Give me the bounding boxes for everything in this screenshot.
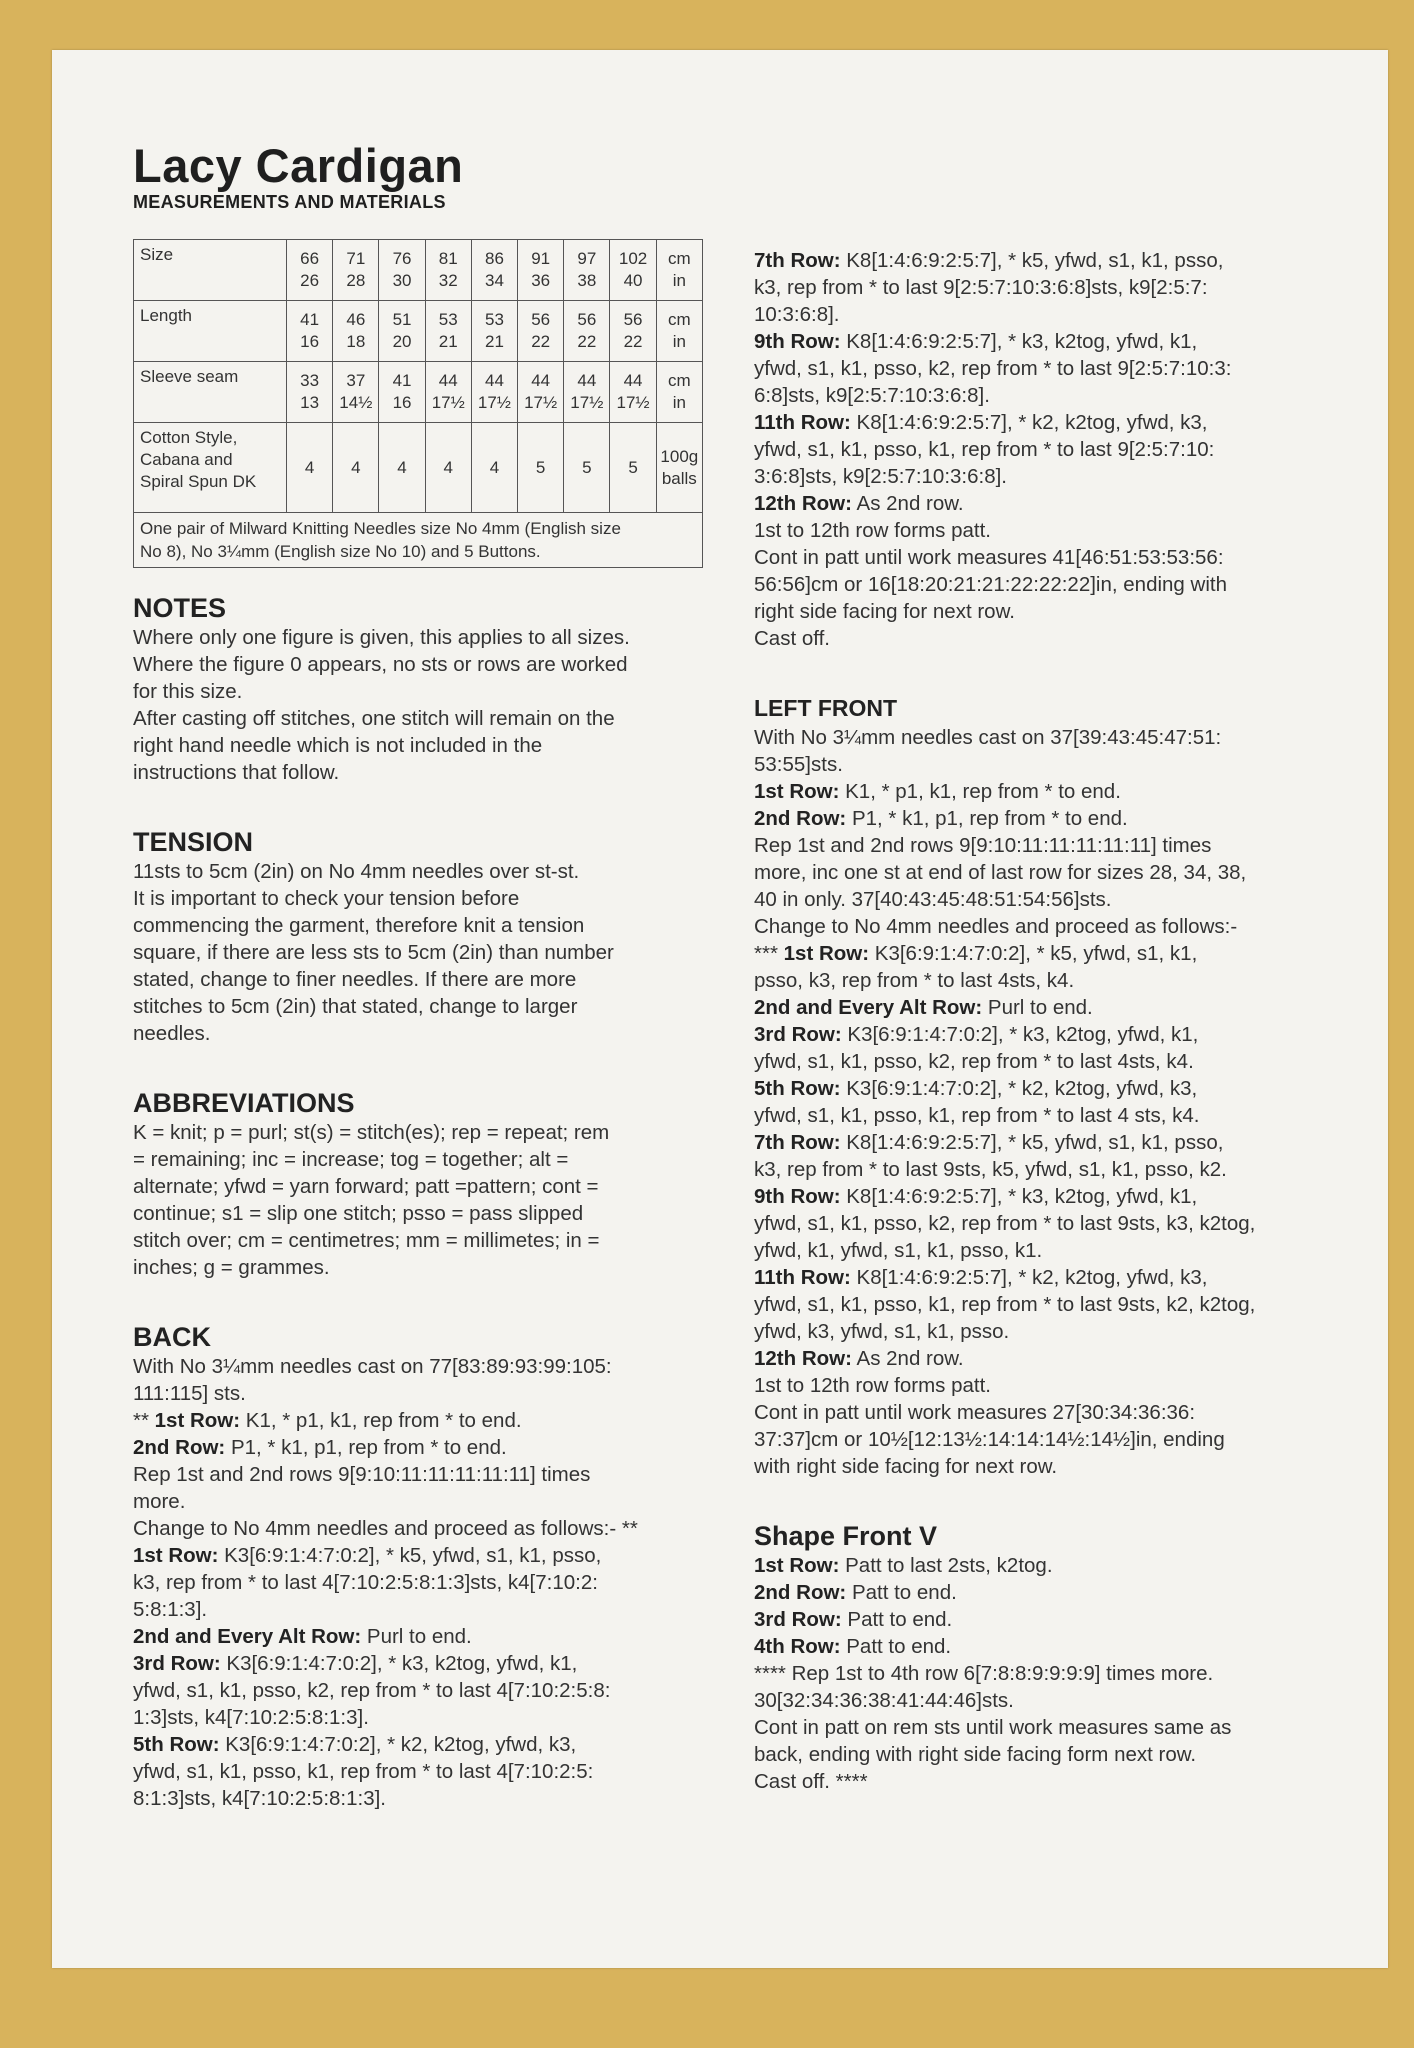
unit-bottom: balls xyxy=(661,468,697,488)
page-subtitle: MEASUREMENTS AND MATERIALS xyxy=(133,192,446,212)
text-line: yfwd, s1, k1, psso, k2, rep from * to last 9sts, k3, k2tog, xyxy=(754,1212,1256,1235)
text-line: After casting off stitches, one stitch will remain on the xyxy=(133,707,615,730)
instruction-row xyxy=(754,1183,1324,1210)
cell-cm: 44 xyxy=(438,371,458,390)
table-cell xyxy=(379,301,425,362)
text-line: right side facing for next row. xyxy=(754,600,1015,623)
text-line: yfwd, k1, yfwd, s1, k1, psso, k1. xyxy=(754,1239,1043,1262)
text-line: yfwd, s1, k1, psso, k1, rep from * to last 9[2:5:7:10: xyxy=(754,438,1215,461)
text-line: Change to No 4mm needles and proceed as follows:- xyxy=(754,915,1238,938)
needles-note xyxy=(134,513,703,568)
cell-in: 22 xyxy=(577,332,597,351)
row-text: K8[1:4:6:9:2:5:7], * k5, yfwd, s1, k1, psso, xyxy=(840,249,1224,272)
cell-in: 22 xyxy=(531,332,551,351)
text-line: instructions that follow. xyxy=(133,761,340,784)
row-label: 9th Row: xyxy=(754,1185,841,1208)
unit-cell xyxy=(656,301,702,362)
text-line: Rep 1st and 2nd rows 9[9:10:11:11:11:11:11] times xyxy=(754,834,1212,857)
measurements-table xyxy=(133,239,703,568)
cell-cm: 56 xyxy=(531,310,551,329)
table-cell: 5 xyxy=(564,423,610,513)
cell-in: 17½ xyxy=(431,393,465,412)
cell-cm: 102 xyxy=(618,249,648,268)
row-label: 2nd Row: xyxy=(754,807,847,830)
marker: *** xyxy=(754,942,784,965)
table-cell xyxy=(471,301,517,362)
table-cell xyxy=(518,301,564,362)
text-line: 5:8:1:3]. xyxy=(133,1598,208,1621)
text-line: 11sts to 5cm (2in) on No 4mm needles over st-st. xyxy=(133,860,580,883)
text-line: 10:3:6:8]. xyxy=(754,303,840,326)
text-line: 56:56]cm or 16[18:20:21:21:22:22:22]in, ending with xyxy=(754,573,1227,596)
text-line: right hand needle which is not included in the xyxy=(133,734,543,757)
text-line: K = knit; p = purl; st(s) = stitch(es); rep = repeat; rem xyxy=(133,1121,610,1144)
table-cell: 4 xyxy=(471,423,517,513)
text-line: Cont in patt until work measures 27[30:34:36:36: xyxy=(754,1401,1196,1424)
row-label: 2nd Row: xyxy=(754,1581,847,1604)
text-line: yfwd, s1, k1, psso, k2, rep from * to last 9[2:5:7:10:3: xyxy=(754,357,1232,380)
text-line: 30[32:34:36:38:41:44:46]sts. xyxy=(754,1689,1014,1712)
cell-in: 17½ xyxy=(616,393,650,412)
text-line: back, ending with right side facing form next row. xyxy=(754,1743,1197,1766)
row-text: As 2nd row. xyxy=(851,492,964,515)
yarn-label xyxy=(134,423,287,513)
needles-line: No 8), No 3¼mm (English size No 10) and 5 Buttons. xyxy=(140,542,541,561)
text-line: yfwd, s1, k1, psso, k2, rep from * to last 4sts, k4. xyxy=(754,1050,1194,1073)
text-line: 53:55]sts. xyxy=(754,753,843,776)
cell-in: 26 xyxy=(300,271,320,290)
text-line: more. xyxy=(133,1490,186,1513)
left-text-flow xyxy=(133,592,703,1812)
row-text: K1, * p1, k1, rep from * to end. xyxy=(240,1409,522,1432)
text-line: Cast off. xyxy=(754,627,830,650)
text-line: 111:115] sts. xyxy=(133,1382,246,1405)
text-line: **** Rep 1st to 4th row 6[7:8:8:9:9:9:9] times more. xyxy=(754,1662,1214,1685)
cell-cm: 51 xyxy=(392,310,412,329)
cell-in: 13 xyxy=(300,393,320,412)
instruction-row xyxy=(754,805,1324,832)
text-line: needles. xyxy=(133,1022,211,1045)
instruction-row xyxy=(754,778,1324,805)
row-label: 3rd Row: xyxy=(133,1652,221,1675)
instruction-row xyxy=(133,1542,703,1569)
unit-bottom: in xyxy=(672,393,686,412)
row-text: P1, * k1, p1, rep from * to end. xyxy=(846,807,1128,830)
row-text: K8[1:4:6:9:2:5:7], * k2, k2tog, yfwd, k3, xyxy=(850,411,1208,434)
unit-top: cm xyxy=(667,310,691,329)
text-line: 1st to 12th row forms patt. xyxy=(754,519,991,542)
table-cell xyxy=(518,240,564,301)
instruction-row xyxy=(133,1731,703,1758)
cell-in: 28 xyxy=(346,271,366,290)
table-row xyxy=(134,301,703,362)
cell-cm: 76 xyxy=(392,249,412,268)
instruction-row xyxy=(133,1623,703,1650)
row-text: Purl to end. xyxy=(982,996,1093,1019)
cell-cm: 53 xyxy=(438,310,458,329)
table-cell xyxy=(610,301,656,362)
cell-in: 16 xyxy=(392,393,412,412)
needles-line: One pair of Milward Knitting Needles size No 4mm (English size xyxy=(140,519,621,538)
instruction-row xyxy=(133,1650,703,1677)
instruction-row xyxy=(754,1345,1324,1372)
table-row xyxy=(134,362,703,423)
cell-in: 30 xyxy=(392,271,412,290)
table-cell xyxy=(425,362,471,423)
cell-cm: 44 xyxy=(577,371,597,390)
unit-cell xyxy=(656,423,702,513)
table-cell: 4 xyxy=(287,423,333,513)
row-text: Patt to end. xyxy=(840,1635,952,1658)
text-line: inches; g = grammes. xyxy=(133,1256,330,1279)
cell-cm: 66 xyxy=(300,249,320,268)
unit-bottom: in xyxy=(672,271,686,290)
unit-top: cm xyxy=(667,371,691,390)
cell-cm: 91 xyxy=(531,249,551,268)
row-label: 12th Row: xyxy=(754,1347,852,1370)
text-line: yfwd, s1, k1, psso, k2, rep from * to last 4[7:10:2:5:8: xyxy=(133,1679,611,1702)
row-text: Patt to last 2sts, k2tog. xyxy=(839,1554,1053,1577)
text-line: more, inc one st at end of last row for sizes 28, 34, 38, xyxy=(754,861,1247,884)
instruction-row xyxy=(754,1633,1324,1660)
table-cell xyxy=(425,301,471,362)
row-label: 1st Row: xyxy=(133,1544,219,1567)
section-heading: ABBREVIATIONS xyxy=(133,1088,355,1118)
cell-cm: 56 xyxy=(623,310,643,329)
text-line: Rep 1st and 2nd rows 9[9:10:11:11:11:11:11] times xyxy=(133,1463,591,1486)
unit-bottom: in xyxy=(672,332,686,351)
row-label: 2nd Row: xyxy=(133,1436,226,1459)
text-line: Cast off. **** xyxy=(754,1770,868,1793)
row-text: K8[1:4:6:9:2:5:7], * k2, k2tog, yfwd, k3, xyxy=(850,1266,1208,1289)
row-text: P1, * k1, p1, rep from * to end. xyxy=(225,1436,507,1459)
text-line: 3:6:8]sts, k9[2:5:7:10:3:6:8]. xyxy=(754,465,1007,488)
text-line: for this size. xyxy=(133,680,243,703)
table-row-yarn xyxy=(134,423,703,513)
cell-cm: 44 xyxy=(531,371,551,390)
cell-in: 36 xyxy=(531,271,551,290)
cell-in: 21 xyxy=(484,332,504,351)
unit-cell xyxy=(656,362,702,423)
table-row xyxy=(134,240,703,301)
cell-cm: 86 xyxy=(484,249,504,268)
text-line: 6:8]sts, k9[2:5:7:10:3:6:8]. xyxy=(754,384,990,407)
instruction-row xyxy=(133,1407,703,1434)
text-line: k3, rep from * to last 9[2:5:7:10:3:6:8]sts, k9[2:5:7: xyxy=(754,276,1208,299)
table-cell: 5 xyxy=(518,423,564,513)
cell-in: 20 xyxy=(392,332,412,351)
text-line: With No 3¼mm needles cast on 37[39:43:45:47:51: xyxy=(754,726,1222,749)
row-label: 5th Row: xyxy=(754,1077,841,1100)
row-text: K1, * p1, k1, rep from * to end. xyxy=(839,780,1121,803)
text-line: 1:3]sts, k4[7:10:2:5:8:1:3]. xyxy=(133,1706,369,1729)
table-cell: 4 xyxy=(379,423,425,513)
instruction-row xyxy=(754,1579,1324,1606)
table-cell xyxy=(564,301,610,362)
table-cell xyxy=(610,240,656,301)
instruction-row xyxy=(754,490,1324,517)
row-label: 1st Row: xyxy=(783,942,870,965)
row-text: As 2nd row. xyxy=(851,1347,964,1370)
section-heading: TENSION xyxy=(133,827,254,857)
unit-top: cm xyxy=(667,249,691,268)
instruction-row xyxy=(754,940,1324,967)
cell-cm: 41 xyxy=(300,310,320,329)
table-cell xyxy=(287,362,333,423)
instruction-row xyxy=(754,994,1324,1021)
row-label: 2nd and Every Alt Row: xyxy=(754,996,983,1019)
row-text: Patt to end. xyxy=(846,1581,957,1604)
table-cell: 4 xyxy=(333,423,379,513)
left-column xyxy=(133,140,703,1812)
text-line: square, if there are less sts to 5cm (2in) than number xyxy=(133,941,614,964)
table-cell: 5 xyxy=(610,423,656,513)
table-cell xyxy=(471,362,517,423)
row-text: Patt to end. xyxy=(841,1608,953,1631)
row-label: Size xyxy=(134,240,287,301)
text-line: With No 3¼mm needles cast on 77[83:89:93:99:105: xyxy=(133,1355,612,1378)
instruction-row xyxy=(754,1606,1324,1633)
row-label: 9th Row: xyxy=(754,330,841,353)
row-text: K3[6:9:1:4:7:0:2], * k3, k2tog, yfwd, k1, xyxy=(220,1652,578,1675)
table-cell xyxy=(379,240,425,301)
row-label: 3rd Row: xyxy=(754,1023,842,1046)
cell-cm: 44 xyxy=(623,371,643,390)
row-text: K3[6:9:1:4:7:0:2], * k2, k2tog, yfwd, k3, xyxy=(840,1077,1198,1100)
instruction-row xyxy=(133,1434,703,1461)
yarn-label-line: Cotton Style, xyxy=(140,428,238,447)
table-cell xyxy=(287,240,333,301)
cell-in: 32 xyxy=(438,271,458,290)
table-cell xyxy=(610,362,656,423)
cell-in: 21 xyxy=(438,332,458,351)
text-line: 8:1:3]sts, k4[7:10:2:5:8:1:3]. xyxy=(133,1787,386,1810)
text-line: 1st to 12th row forms patt. xyxy=(754,1374,991,1397)
right-column xyxy=(754,247,1324,1795)
row-label: 4th Row: xyxy=(754,1635,841,1658)
table-cell xyxy=(333,240,379,301)
text-line: stitch over; cm = centimetres; mm = millimetes; in = xyxy=(133,1229,600,1252)
cell-cm: 56 xyxy=(577,310,597,329)
unit-top: 100g xyxy=(660,446,699,466)
row-label: 1st Row: xyxy=(154,1409,241,1432)
cell-in: 22 xyxy=(623,332,643,351)
row-label: 1st Row: xyxy=(754,780,840,803)
text-line: commencing the garment, therefore knit a tension xyxy=(133,914,585,937)
yarn-label-line: Cabana and xyxy=(140,450,233,469)
row-text: K3[6:9:1:4:7:0:2], * k5, yfwd, s1, k1, xyxy=(869,942,1198,965)
text-line: stitches to 5cm (2in) that stated, change to larger xyxy=(133,995,578,1018)
text-line: alternate; yfwd = yarn forward; patt =pattern; cont = xyxy=(133,1175,599,1198)
cell-in: 17½ xyxy=(524,393,558,412)
cell-in: 14½ xyxy=(339,393,373,412)
table-cell xyxy=(287,301,333,362)
row-text: K3[6:9:1:4:7:0:2], * k2, k2tog, yfwd, k3, xyxy=(219,1733,577,1756)
section-heading: NOTES xyxy=(133,593,227,623)
yarn-label-line: Spiral Spun DK xyxy=(140,472,257,491)
table-cell xyxy=(379,362,425,423)
cell-in: 18 xyxy=(346,332,366,351)
instruction-row xyxy=(754,328,1324,355)
row-label: 3rd Row: xyxy=(754,1608,842,1631)
text-line: yfwd, s1, k1, psso, k1, rep from * to last 9sts, k2, k2tog, xyxy=(754,1293,1256,1316)
text-line: yfwd, k3, yfwd, s1, k1, psso. xyxy=(754,1320,1010,1343)
text-line: k3, rep from * to last 4[7:10:2:5:8:1:3]sts, k4[7:10:2: xyxy=(133,1571,598,1594)
cell-cm: 71 xyxy=(346,249,366,268)
cell-cm: 41 xyxy=(392,371,412,390)
text-line: Cont in patt on rem sts until work measures same as xyxy=(754,1716,1232,1739)
instruction-row xyxy=(754,247,1324,274)
table-cell xyxy=(564,362,610,423)
row-text: K8[1:4:6:9:2:5:7], * k3, k2tog, yfwd, k1, xyxy=(840,330,1198,353)
row-text: K3[6:9:1:4:7:0:2], * k3, k2tog, yfwd, k1, xyxy=(841,1023,1199,1046)
instruction-row xyxy=(754,1129,1324,1156)
row-label: 11th Row: xyxy=(754,411,851,434)
cell-in: 17½ xyxy=(570,393,604,412)
cell-cm: 37 xyxy=(346,371,366,390)
cell-cm: 33 xyxy=(300,371,320,390)
unit-cell xyxy=(656,240,702,301)
text-line: = remaining; inc = increase; tog = together; alt = xyxy=(133,1148,569,1171)
table-cell xyxy=(518,362,564,423)
text-line: k3, rep from * to last 9sts, k5, yfwd, s1, k1, psso, k2. xyxy=(754,1158,1227,1181)
cell-in: 40 xyxy=(623,271,643,290)
row-label: 1st Row: xyxy=(754,1554,840,1577)
cell-in: 17½ xyxy=(477,393,511,412)
text-line: stated, change to finer needles. If there are more xyxy=(133,968,577,991)
row-label: 2nd and Every Alt Row: xyxy=(133,1625,362,1648)
text-line: It is important to check your tension before xyxy=(133,887,520,910)
cell-cm: 53 xyxy=(484,310,504,329)
text-line: 40 in only. 37[40:43:45:48:51:54:56]sts. xyxy=(754,888,1112,911)
row-text: K3[6:9:1:4:7:0:2], * k5, yfwd, s1, k1, psso, xyxy=(218,1544,602,1567)
text-line: Change to No 4mm needles and proceed as follows:- ** xyxy=(133,1517,638,1540)
row-label: 12th Row: xyxy=(754,492,852,515)
table-cell xyxy=(564,240,610,301)
section-heading: BACK xyxy=(133,1322,211,1352)
cell-cm: 97 xyxy=(577,249,597,268)
cell-cm: 46 xyxy=(346,310,366,329)
section-heading: LEFT FRONT xyxy=(754,695,898,721)
page-title: Lacy Cardigan xyxy=(133,139,464,192)
row-text: Purl to end. xyxy=(361,1625,472,1648)
instruction-row xyxy=(754,1021,1324,1048)
row-label: 5th Row: xyxy=(133,1733,220,1756)
row-label: 7th Row: xyxy=(754,1131,841,1154)
text-line: yfwd, s1, k1, psso, k1, rep from * to last 4[7:10:2:5: xyxy=(133,1760,594,1783)
cell-in: 34 xyxy=(484,271,504,290)
row-text: K8[1:4:6:9:2:5:7], * k3, k2tog, yfwd, k1, xyxy=(840,1185,1198,1208)
instruction-row xyxy=(754,1075,1324,1102)
cell-in: 38 xyxy=(577,271,597,290)
table-cell xyxy=(333,301,379,362)
instruction-row xyxy=(754,1264,1324,1291)
cell-cm: 44 xyxy=(484,371,504,390)
cell-cm: 81 xyxy=(438,249,458,268)
row-label: Sleeve seam xyxy=(134,362,287,423)
table-cell xyxy=(333,362,379,423)
table-row-needles xyxy=(134,513,703,568)
text-line: Cont in patt until work measures 41[46:51:53:53:56: xyxy=(754,546,1224,569)
row-label: 11th Row: xyxy=(754,1266,851,1289)
text-line: with right side facing for next row. xyxy=(754,1455,1058,1478)
text-line: psso, k3, rep from * to last 4sts, k4. xyxy=(754,969,1075,992)
table-cell xyxy=(471,240,517,301)
row-label: 7th Row: xyxy=(754,249,841,272)
text-line: Where the figure 0 appears, no sts or rows are worked xyxy=(133,653,628,676)
row-label: Length xyxy=(134,301,287,362)
cell-in: 16 xyxy=(300,332,320,351)
table-cell xyxy=(425,240,471,301)
text-line: 37:37]cm or 10½[12:13½:14:14:14½:14½]in, ending xyxy=(754,1428,1225,1451)
text-line: yfwd, s1, k1, psso, k1, rep from * to last 4 sts, k4. xyxy=(754,1104,1200,1127)
table-cell: 4 xyxy=(425,423,471,513)
marker: ** xyxy=(133,1409,155,1432)
instruction-row xyxy=(754,1552,1324,1579)
instruction-row xyxy=(754,409,1324,436)
text-line: Where only one figure is given, this applies to all sizes. xyxy=(133,626,630,649)
row-text: K8[1:4:6:9:2:5:7], * k5, yfwd, s1, k1, psso, xyxy=(840,1131,1224,1154)
section-heading: Shape Front V xyxy=(754,1521,938,1551)
text-line: continue; s1 = slip one stitch; psso = pass slipped xyxy=(133,1202,584,1225)
